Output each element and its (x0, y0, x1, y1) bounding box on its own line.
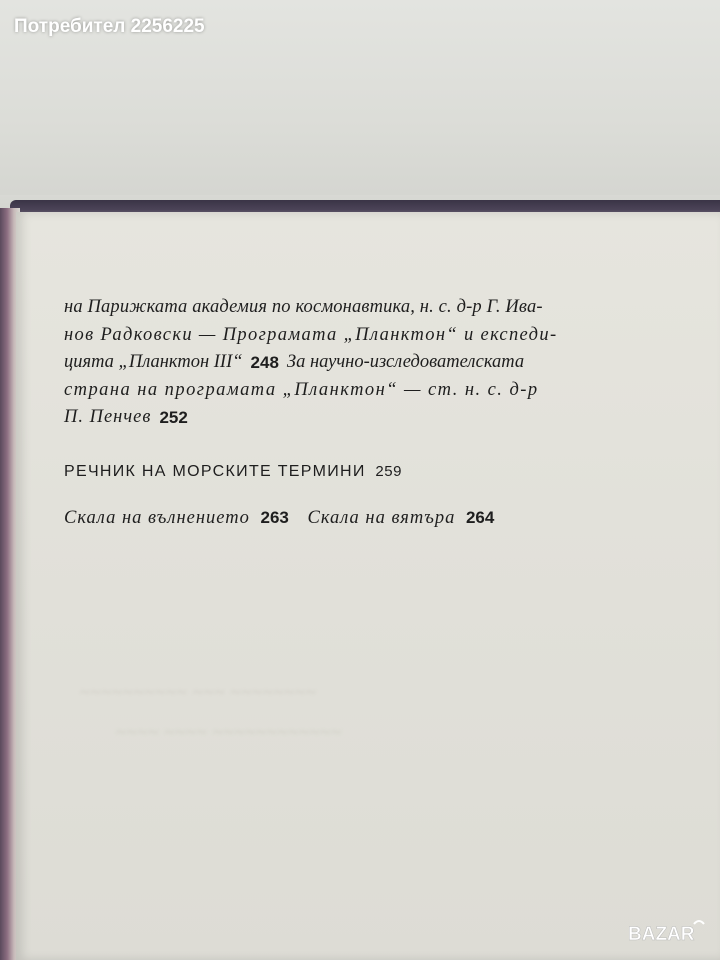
line-text: цията „Планктон III“ (64, 352, 243, 372)
scale-label: Скала на вълнението (64, 508, 250, 528)
page-number: 252 (159, 408, 188, 427)
toc-paragraph (64, 294, 684, 432)
line-text: страна на програмата „Планктон“ — ст. н. с. д-р (64, 379, 539, 400)
bazar-logo-mark (626, 912, 710, 952)
line-text: на Парижката академия по космонавтика, н. с. д-р Г. Ива- (64, 297, 543, 317)
text-line (64, 349, 684, 377)
logo-smile (694, 921, 704, 924)
text-line (64, 404, 684, 432)
line-text: За научно-изследователската (286, 352, 525, 372)
section-heading (64, 463, 402, 481)
heading-page-number: 259 (375, 463, 402, 480)
text-line (64, 377, 684, 405)
line-text: нов Радковски — Програмата „Планктон“ и експеди- (64, 324, 558, 345)
show-through-text: ~~~~~~~~~~ ~~~ ~~~~~~~~ (80, 682, 317, 702)
page-number: 263 (260, 508, 289, 527)
page-number: 248 (250, 353, 279, 372)
show-through-text: ~~~~ ~~~~ ~~~~~~~~~~~~ (116, 722, 342, 742)
user-watermark: Потребител 2256225 (14, 16, 205, 37)
page-number: 264 (465, 508, 495, 527)
scales-line (64, 508, 494, 529)
text-line (64, 322, 684, 350)
heading-title: РЕЧНИК НА МОРСКИТЕ ТЕРМИНИ (64, 463, 366, 480)
logo-lettering: BAZAR (628, 924, 695, 945)
bazar-logo (626, 912, 710, 952)
scale-label: Скала на вятъра (307, 508, 456, 528)
line-text: П. Пенчев (64, 407, 152, 427)
text-line (64, 294, 684, 322)
